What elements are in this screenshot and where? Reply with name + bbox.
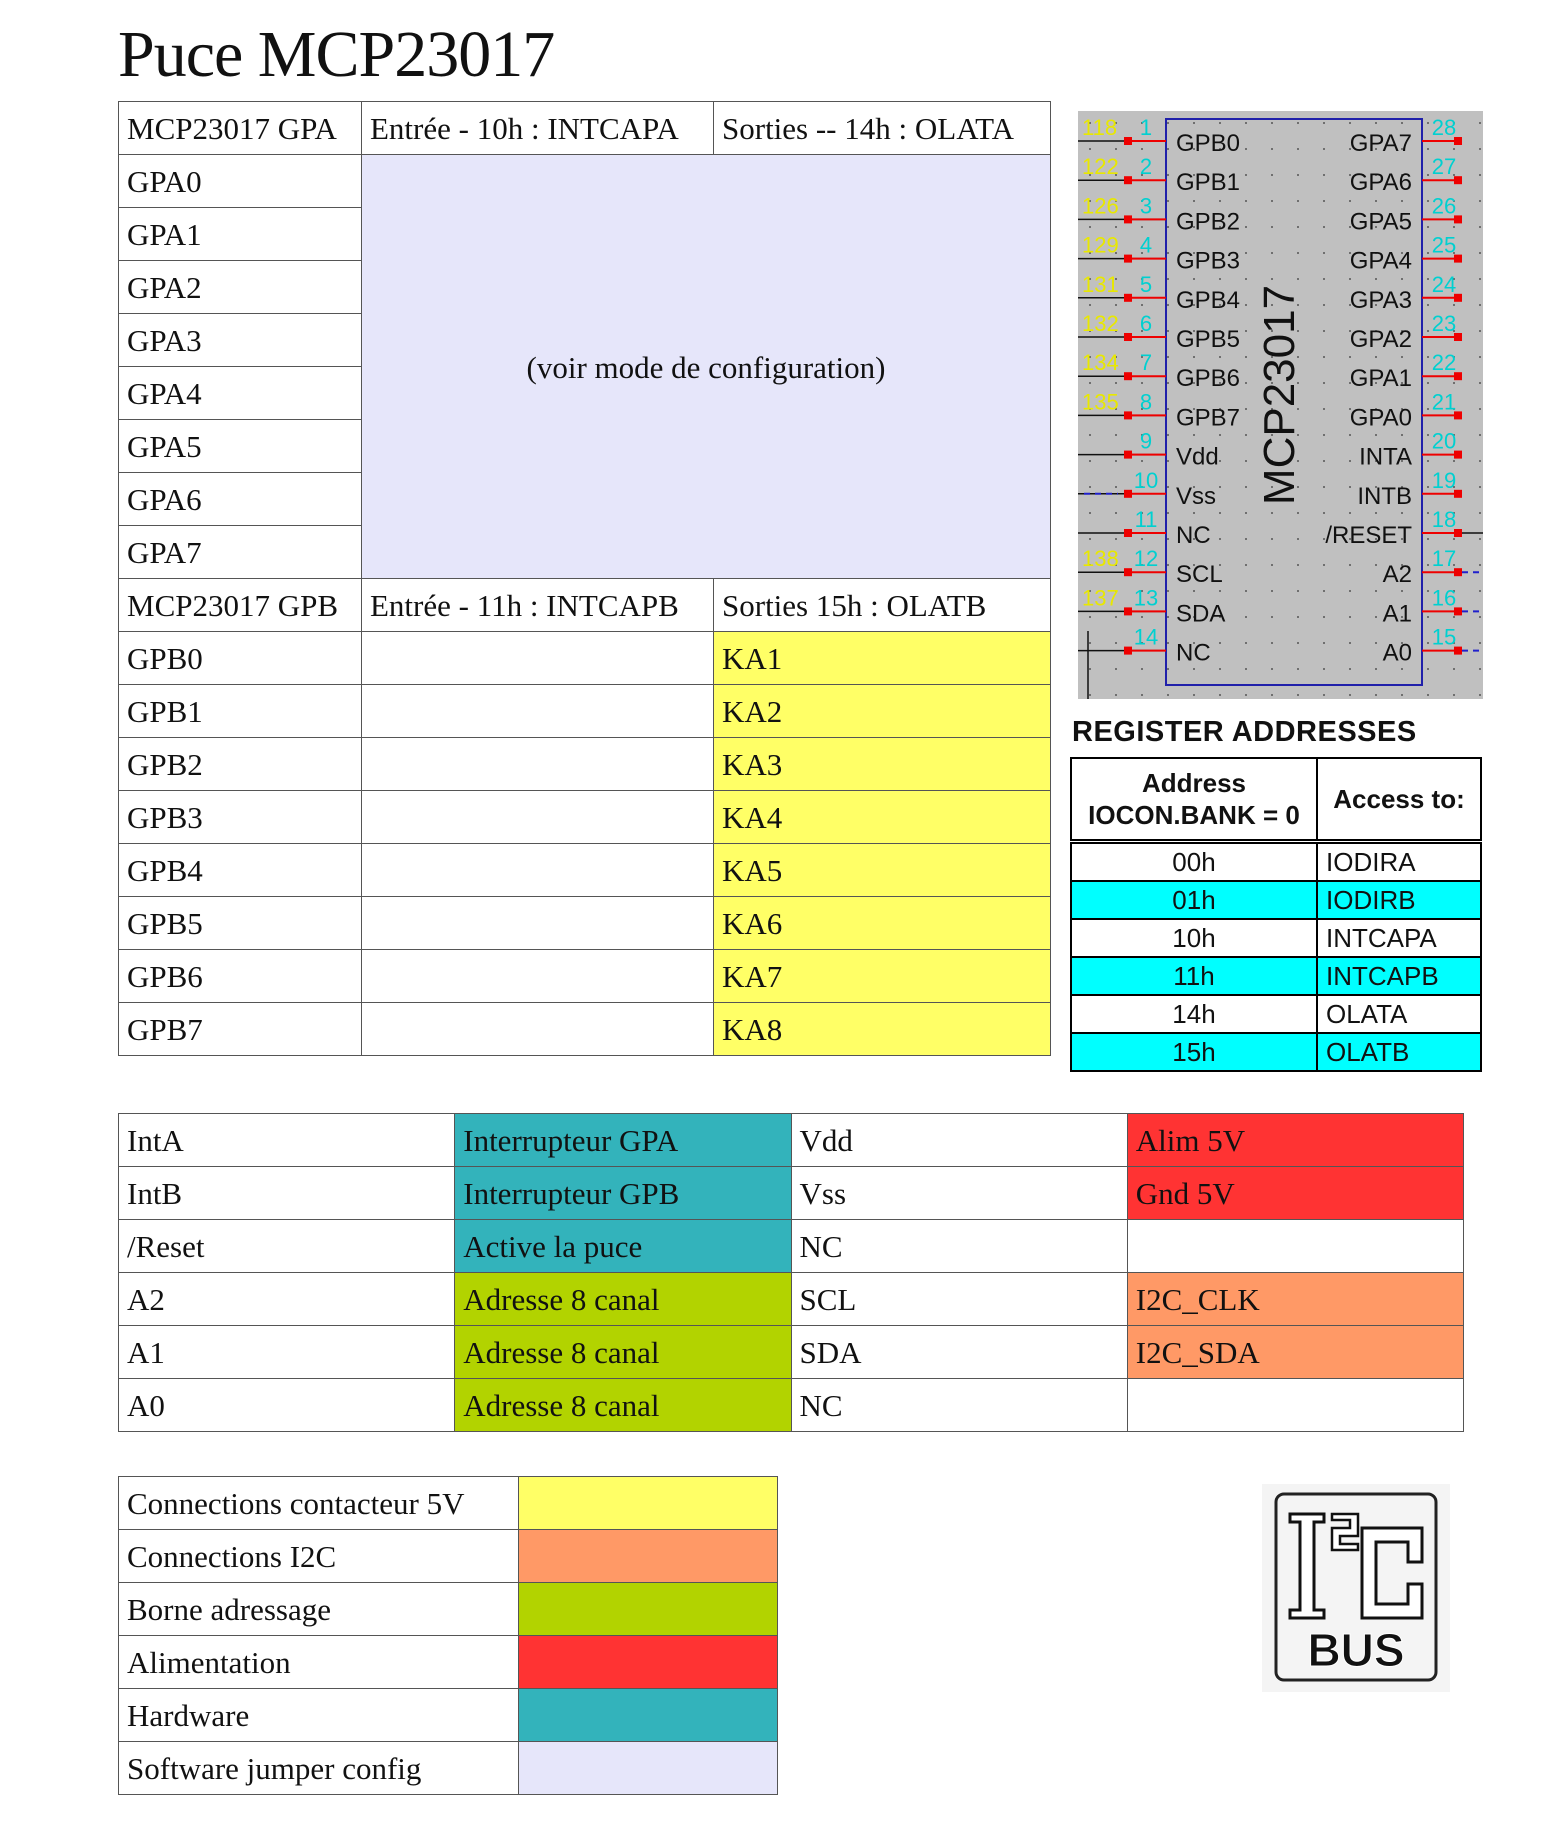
chip-pin-name: A2: [1382, 561, 1412, 589]
pin-name: A1: [119, 1326, 455, 1379]
chip-pin-number: 23: [1431, 311, 1457, 336]
pin-description: Interrupteur GPB: [455, 1167, 791, 1220]
register-row: [1071, 957, 1481, 995]
register-address: 10h: [1071, 919, 1317, 957]
chip-pin-marker: [1124, 411, 1132, 419]
pin-name: IntA: [119, 1114, 455, 1167]
pin-name: A2: [119, 1273, 455, 1326]
chip-pin-number: 9: [1139, 428, 1153, 454]
chip-pin-name: GPA2: [1349, 326, 1412, 353]
chip-pin-name: A0: [1382, 639, 1412, 667]
legend-label: Connections contacteur 5V: [119, 1477, 519, 1530]
register-header-address-line1: Address: [1141, 767, 1247, 798]
i2c-bus-logo: [1262, 1484, 1450, 1692]
gpa-pin-name: GPA5: [119, 420, 362, 473]
chip-pin-name: GPB4: [1176, 286, 1241, 314]
gpa-header-cell: Sorties -- 14h : OLATA: [714, 102, 1051, 155]
pin-description: Interrupteur GPA: [455, 1114, 791, 1167]
gpb-row: [119, 738, 1051, 791]
gpb-pin-name: GPB7: [119, 1003, 362, 1056]
chip-pin-number: 7: [1139, 350, 1153, 376]
gpb-header-row: [119, 579, 1051, 632]
chip-pin-marker: [1124, 176, 1132, 184]
gpa-header-cell: MCP23017 GPA: [119, 102, 362, 155]
legend-row: [119, 1477, 778, 1530]
pin-name: SDA: [791, 1326, 1127, 1379]
legend-swatch: [519, 1742, 778, 1795]
pin-function-row: [119, 1220, 1464, 1273]
chip-pin-number: 4: [1139, 232, 1153, 258]
gpb-input-cell: [362, 950, 714, 1003]
legend-label: Software jumper config: [119, 1742, 519, 1795]
register-name: IODIRA: [1317, 842, 1481, 882]
gpa-pin-name: GPA1: [119, 208, 362, 261]
gpb-header-cell: Entrée - 11h : INTCAPB: [362, 579, 714, 632]
chip-net-label: 129: [1082, 232, 1119, 258]
chip-pin-name: GPA3: [1349, 286, 1412, 314]
legend-label: Alimentation: [119, 1636, 519, 1689]
pin-name: NC: [791, 1379, 1127, 1432]
register-header-address: [1071, 758, 1317, 842]
chip-pin-number: 21: [1431, 389, 1457, 415]
register-addresses-table: [1070, 757, 1482, 1072]
chip-pin-number: 22: [1431, 350, 1457, 376]
gpb-input-cell: [362, 844, 714, 897]
chip-net-label: 137: [1082, 585, 1119, 611]
gpb-header-cell: Sorties 15h : OLATB: [714, 579, 1051, 632]
chip-pin-name: Vss: [1176, 482, 1217, 510]
register-address: 00h: [1071, 842, 1317, 882]
chip-pin-name: NC: [1176, 522, 1211, 549]
chip-pin-name: GPB2: [1176, 208, 1241, 236]
register-address: 11h: [1071, 957, 1317, 995]
legend-row: [119, 1689, 778, 1742]
chip-pin-number: 25: [1431, 232, 1457, 258]
register-header-access: Access to:: [1317, 758, 1481, 842]
register-row: [1071, 1033, 1481, 1071]
register-name: INTCAPB: [1317, 957, 1481, 995]
gpb-row: [119, 950, 1051, 1003]
chip-net-label: 126: [1082, 193, 1119, 219]
gpb-output-cell: KA3: [714, 738, 1051, 791]
gpb-output-cell: KA4: [714, 791, 1051, 844]
pin-function-row: [119, 1114, 1464, 1167]
gpb-row: [119, 632, 1051, 685]
i2c-logo-bus-text: BUS: [1307, 1624, 1405, 1676]
gpb-row: [119, 685, 1051, 738]
pin-description: Adresse 8 canal: [455, 1379, 791, 1432]
gpa-pin-name: GPA6: [119, 473, 362, 526]
pin-name: IntB: [119, 1167, 455, 1220]
chip-net-label: 138: [1082, 546, 1119, 572]
gpb-pin-name: GPB5: [119, 897, 362, 950]
chip-pin-number: 19: [1431, 467, 1457, 493]
chip-pin-number: 28: [1431, 115, 1457, 140]
chip-pin-marker: [1124, 529, 1132, 537]
chip-pin-marker: [1124, 490, 1132, 498]
chip-pin-name: GPA0: [1349, 404, 1412, 432]
legend-swatch: [519, 1689, 778, 1742]
gpb-output-cell: KA1: [714, 632, 1051, 685]
gpb-output-cell: KA5: [714, 844, 1051, 897]
register-name: INTCAPA: [1317, 919, 1481, 957]
gpb-input-cell: [362, 685, 714, 738]
gpb-pin-name: GPB4: [119, 844, 362, 897]
gpa-header-row: [119, 102, 1051, 155]
gpb-pin-name: GPB2: [119, 738, 362, 791]
pin-name: Vss: [791, 1167, 1127, 1220]
pin-name: /Reset: [119, 1220, 455, 1273]
register-name: OLATA: [1317, 995, 1481, 1033]
pin-function-row: [119, 1167, 1464, 1220]
gpa-pin-name: GPA2: [119, 261, 362, 314]
chip-pin-name: GPA4: [1349, 247, 1412, 275]
legend-row: [119, 1583, 778, 1636]
chip-pin-number: 24: [1431, 271, 1457, 297]
register-row: [1071, 881, 1481, 919]
gpa-pin-name: GPA0: [119, 155, 362, 208]
legend-swatch: [519, 1636, 778, 1689]
chip-net-label: 132: [1082, 311, 1119, 336]
pin-name: SCL: [791, 1273, 1127, 1326]
pin-description: Adresse 8 canal: [455, 1273, 791, 1326]
gpb-input-cell: [362, 791, 714, 844]
gpio-table: [118, 101, 1051, 1056]
chip-pin-number: 18: [1431, 507, 1457, 532]
gpb-pin-name: GPB6: [119, 950, 362, 1003]
gpb-output-cell: KA6: [714, 897, 1051, 950]
legend-label: Borne adressage: [119, 1583, 519, 1636]
chip-pin-name: INTA: [1359, 443, 1412, 471]
chip-pin-marker: [1124, 333, 1132, 341]
chip-pin-marker: [1124, 568, 1132, 576]
register-address: 14h: [1071, 995, 1317, 1033]
gpa-pin-name: GPA3: [119, 314, 362, 367]
page-title: Puce MCP23017: [118, 18, 555, 91]
chip-pin-number: 10: [1133, 467, 1159, 493]
chip-pin-name: SDA: [1176, 600, 1226, 628]
chip-pin-number: 3: [1139, 193, 1153, 219]
gpa-header-cell: Entrée - 10h : INTCAPA: [362, 102, 714, 155]
chip-net-label: 131: [1082, 271, 1119, 297]
pin-description: Active la puce: [455, 1220, 791, 1273]
chip-pin-number: 2: [1139, 154, 1153, 180]
chip-pin-name: GPB7: [1176, 404, 1241, 432]
legend-label: Hardware: [119, 1689, 519, 1742]
pin-name: A0: [119, 1379, 455, 1432]
chip-pin-marker: [1124, 647, 1132, 655]
register-address: 15h: [1071, 1033, 1317, 1071]
gpb-output-cell: KA7: [714, 950, 1051, 1003]
register-name: IODIRB: [1317, 881, 1481, 919]
chip-pin-number: 6: [1139, 311, 1153, 336]
legend-label: Connections I2C: [119, 1530, 519, 1583]
gpb-row: [119, 897, 1051, 950]
chip-pin-number: 8: [1139, 389, 1153, 415]
chip-net-label: 118: [1082, 115, 1118, 140]
gpb-row: [119, 1003, 1051, 1056]
register-header-address-line2: IOCON.BANK = 0: [1088, 800, 1300, 830]
chip-pin-marker: [1124, 372, 1132, 380]
pin-name: NC: [791, 1220, 1127, 1273]
chip-pin-number: 1: [1139, 115, 1153, 140]
gpb-input-cell: [362, 1003, 714, 1056]
chip-pin-name: GPB3: [1176, 247, 1241, 275]
register-row: [1071, 995, 1481, 1033]
register-row: [1071, 842, 1481, 882]
chip-pin-number: 15: [1431, 624, 1457, 650]
chip-pin-marker: [1124, 294, 1132, 302]
chip-pin-name: Vdd: [1176, 443, 1219, 471]
chip-pin-name: NC: [1176, 639, 1211, 667]
gpa-pin-name: GPA4: [119, 367, 362, 420]
pin-function-row: [119, 1273, 1464, 1326]
gpa-pin-name: GPA7: [119, 526, 362, 579]
chip-pin-name: GPA6: [1349, 169, 1412, 197]
legend-row: [119, 1742, 778, 1795]
pin-function-row: [119, 1326, 1464, 1379]
pin-description: Gnd 5V: [1127, 1167, 1463, 1220]
chip-net-label: 135: [1082, 389, 1119, 415]
chip-pin-number: 13: [1133, 585, 1159, 611]
gpa-row: [119, 155, 1051, 208]
gpb-input-cell: [362, 897, 714, 950]
chip-pin-number: 5: [1139, 271, 1153, 297]
chip-pin-name: GPA1: [1349, 365, 1412, 393]
gpb-pin-name: GPB3: [119, 791, 362, 844]
mcp23017-chip-diagram: [1078, 111, 1483, 699]
chip-pin-number: 17: [1431, 546, 1457, 572]
chip-pin-name: GPB1: [1176, 169, 1241, 197]
pin-function-table: [118, 1113, 1464, 1432]
chip-pin-marker: [1124, 607, 1132, 615]
chip-pin-marker: [1124, 215, 1132, 223]
gpb-pin-name: GPB0: [119, 632, 362, 685]
gpa-config-note: (voir mode de configuration): [362, 155, 1051, 579]
legend-swatch: [519, 1530, 778, 1583]
legend-row: [119, 1636, 778, 1689]
register-addresses-title: REGISTER ADDRESSES: [1072, 716, 1417, 748]
pin-name: Vdd: [791, 1114, 1127, 1167]
legend-swatch: [519, 1583, 778, 1636]
chip-pin-name: INTB: [1357, 482, 1412, 510]
chip-pin-number: 20: [1431, 428, 1457, 454]
gpb-output-cell: KA8: [714, 1003, 1051, 1056]
gpb-header-cell: MCP23017 GPB: [119, 579, 362, 632]
legend-swatch: [519, 1477, 778, 1530]
gpb-row: [119, 844, 1051, 897]
legend-row: [119, 1530, 778, 1583]
pin-description: Alim 5V: [1127, 1114, 1463, 1167]
chip-pin-marker: [1124, 451, 1132, 459]
chip-pin-name: SCL: [1176, 561, 1223, 589]
pin-description: I2C_SDA: [1127, 1326, 1463, 1379]
pin-description: I2C_CLK: [1127, 1273, 1463, 1326]
chip-pin-number: 27: [1431, 154, 1457, 180]
chip-pin-name: GPB0: [1176, 130, 1241, 157]
chip-pin-name: GPA5: [1349, 208, 1412, 236]
pin-function-row: [119, 1379, 1464, 1432]
chip-net-label: 134: [1082, 350, 1119, 376]
chip-pin-number: 12: [1133, 546, 1159, 572]
register-name: OLATB: [1317, 1033, 1481, 1071]
chip-pin-name: A1: [1382, 600, 1412, 628]
chip-pin-number: 14: [1133, 624, 1159, 650]
chip-pin-name: GPB6: [1176, 365, 1241, 393]
chip-pin-number: 16: [1431, 585, 1457, 611]
register-header-row: [1071, 758, 1481, 842]
chip-pin-name: GPA7: [1349, 130, 1412, 157]
chip-pin-number: 11: [1134, 507, 1158, 532]
chip-pin-number: 26: [1431, 193, 1457, 219]
chip-pin-name: GPB5: [1176, 326, 1241, 353]
gpb-row: [119, 791, 1051, 844]
chip-pin-marker: [1124, 255, 1132, 263]
gpb-pin-name: GPB1: [119, 685, 362, 738]
pin-description: Adresse 8 canal: [455, 1326, 791, 1379]
gpb-output-cell: KA2: [714, 685, 1051, 738]
color-legend-table: [118, 1476, 778, 1795]
chip-net-label: 122: [1082, 154, 1119, 180]
gpb-input-cell: [362, 738, 714, 791]
gpb-input-cell: [362, 632, 714, 685]
register-address: 01h: [1071, 881, 1317, 919]
pin-description: [1127, 1220, 1463, 1273]
chip-name-label: MCP23017: [1255, 284, 1304, 506]
chip-pin-name: /RESET: [1325, 522, 1412, 549]
pin-description: [1127, 1379, 1463, 1432]
register-row: [1071, 919, 1481, 957]
chip-pin-marker: [1124, 137, 1132, 145]
